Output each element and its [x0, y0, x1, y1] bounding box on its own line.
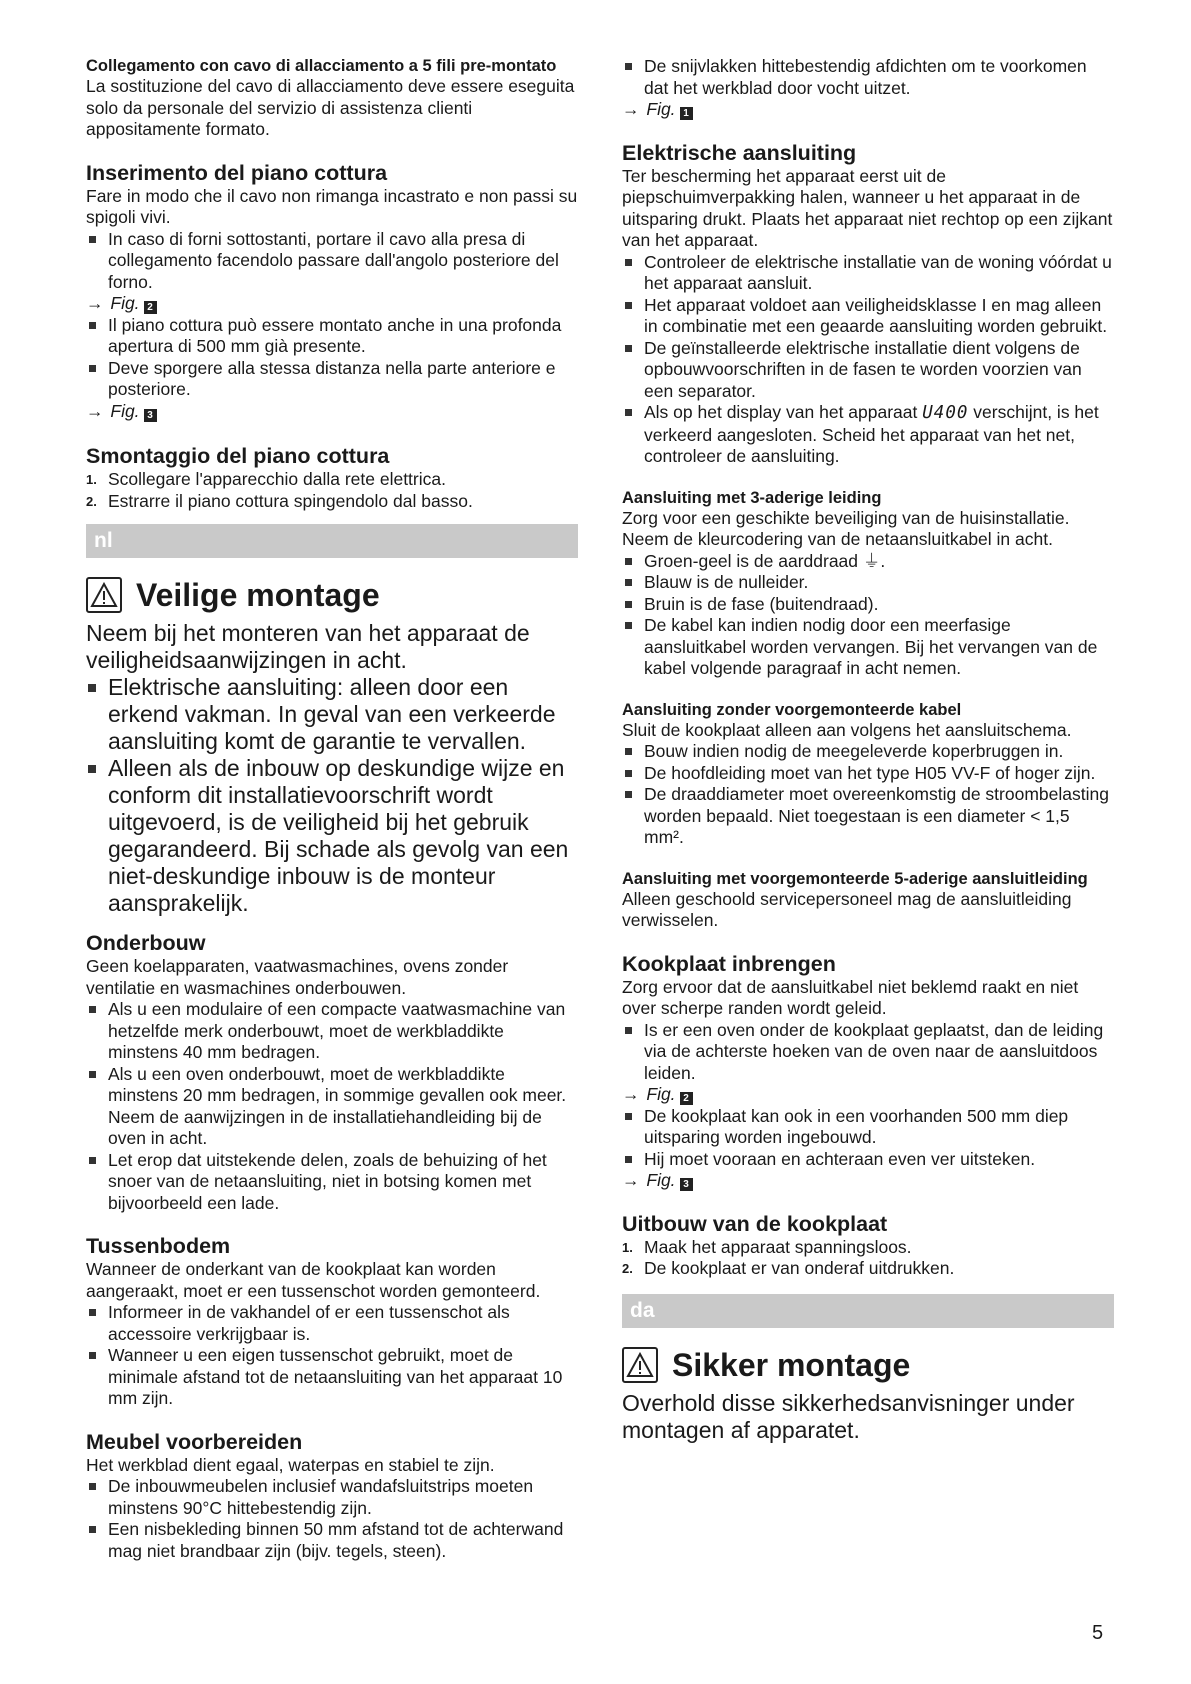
- section-heading: Aansluiting zonder voorgemonteerde kabel: [622, 700, 962, 719]
- list-item: Een nisbekleding binnen 50 mm afstand tot de achterwand mag niet brandbaar zijn (bijv. tegels, steen).: [86, 1519, 578, 1562]
- paragraph: Zorg ervoor dat de aansluitkabel niet beklemd raakt en niet over scherpe randen wordt geleid.: [622, 976, 1079, 1018]
- page-number: 5: [1092, 1622, 1104, 1644]
- list-item: De hoofdleiding moet van het type H05 VV-F of hoger zijn.: [622, 763, 1114, 785]
- list-item: Controleer de elektrische installatie van de woning vóórdat u het apparaat aansluit.: [622, 252, 1114, 295]
- section-heading: Elektrische aansluiting: [622, 140, 857, 165]
- bullet-list: [622, 1106, 1114, 1171]
- list-item: Als op het display van het apparaat U400 verschijnt, is het verkeerd aangesloten. Scheid het apparaat van het net, controleer de aansluiting.: [622, 402, 1114, 468]
- figure-number-badge: 3: [144, 409, 157, 422]
- list-item: Is er een oven onder de kookplaat geplaatst, dan de leiding via de achterste hoeken van de oven naar de aansluitdoos leiden.: [622, 1020, 1114, 1085]
- bullet-list: [622, 741, 1114, 849]
- paragraph: Geen koelapparaten, vaatwasmachines, ovens zonder ventilatie en wasmachines onderbouwen.: [86, 956, 509, 998]
- section-heading: Aansluiting met 3-aderige leiding: [622, 488, 882, 507]
- list-item: Elektrische aansluiting: alleen door een erkend vakman. In geval van een verkeerde aansluiting komt de garantie te vervallen.: [86, 674, 578, 755]
- bullet-list: [622, 56, 1114, 99]
- warning-icon: [622, 1347, 658, 1383]
- paragraph: Ter bescherming het apparaat eerst uit de piepschuimverpakking halen, wanneer u het apparaat in de uitsparing drukt. Plaats het apparaat niet rechtop op een zijkant van het apparaat.: [622, 165, 1113, 250]
- bullet-list: [86, 1476, 578, 1562]
- paragraph: Sluit de kookplaat alleen aan volgens het aansluitschema.: [622, 719, 1072, 740]
- paragraph: Wanneer de onderkant van de kookplaat kan worden aangeraakt, moet er een tussenschot worden gemonteerd.: [86, 1259, 541, 1301]
- bullet-list: [86, 229, 578, 294]
- paragraph: La sostituzione del cavo di allacciamento deve essere eseguita solo da personale del servizio di assistenza clienti appositamente formato.: [86, 76, 575, 139]
- main-heading: Veilige montage: [86, 576, 578, 614]
- arrow-right-icon: →: [86, 293, 104, 313]
- arrow-right-icon: →: [622, 1084, 640, 1104]
- right-column: [622, 56, 1114, 1444]
- list-item: Il piano cottura può essere montato anche in una profonda apertura di 500 mm già presente.: [86, 315, 578, 358]
- list-item: 1. Maak het apparaat spanningsloos.: [622, 1236, 912, 1257]
- main-heading: Sikker montage: [622, 1346, 1114, 1384]
- numbered-list: [622, 1237, 1114, 1280]
- list-item: Blauw is de nulleider.: [622, 572, 1114, 594]
- list-item: Alleen als de inbouw op deskundige wijze en conform dit installatievoorschrift wordt uitgevoerd, is de veiligheid bij het gebruik gegarandeerd. Bij schade als gevolg van een niet-deskundige inbouw is de monteur aansprakelijk.: [86, 755, 578, 917]
- list-item: De snijvlakken hittebestendig afdichten om te voorkomen dat het werkblad door vocht uitzet.: [622, 56, 1114, 99]
- language-bar-da: da: [622, 1294, 1114, 1328]
- section-heading: Smontaggio del piano cottura: [86, 444, 390, 468]
- list-item: 2. De kookplaat er van onderaf uitdrukken.: [622, 1258, 955, 1278]
- list-item: Bruin is de fase (buitendraad).: [622, 594, 1114, 616]
- list-item: Hij moet vooraan en achteraan even ver uitsteken.: [622, 1149, 1114, 1171]
- figure-reference: → Fig. 2: [86, 293, 578, 315]
- section-heading: Kookplaat inbrengen: [622, 951, 836, 976]
- paragraph: Zorg voor een geschikte beveiliging van de huisinstallatie.: [622, 507, 1070, 528]
- left-column: [86, 56, 578, 1562]
- section-heading: Tussenbodem: [86, 1234, 231, 1258]
- section-heading: Uitbouw van de kookplaat: [622, 1211, 888, 1236]
- bullet-list: [86, 1302, 578, 1410]
- figure-number-badge: 3: [680, 1178, 693, 1191]
- bullet-list: [622, 252, 1114, 468]
- bullet-list: [622, 1020, 1114, 1085]
- section-heading: Aansluiting met voorgemonteerde 5-aderige aansluitleiding: [622, 869, 1088, 888]
- bullet-list: [86, 674, 578, 917]
- arrow-right-icon: →: [622, 99, 640, 119]
- list-item: Als u een modulaire of een compacte vaatwasmachine van hetzelfde merk onderbouwt, moet de werkbladdikte minstens 40 mm bedragen.: [86, 999, 578, 1064]
- lead-paragraph: Neem bij het monteren van het apparaat de veiligheidsaanwijzingen in acht.: [86, 620, 530, 673]
- figure-reference: → Fig. 3: [86, 401, 578, 423]
- paragraph: Alleen geschoold servicepersoneel mag de aansluitleiding verwisselen.: [622, 888, 1072, 930]
- section-heading: Inserimento del piano cottura: [86, 160, 388, 185]
- paragraph: Fare in modo che il cavo non rimanga incastrato e non passi su spigoli vivi.: [86, 185, 578, 227]
- list-item: De draaddiameter moet overeenkomstig de stroombelasting worden bepaald. Niet toegestaan is een diameter < 1,5 mm².: [622, 784, 1114, 849]
- section-heading: Meubel voorbereiden: [86, 1429, 303, 1454]
- section-heading: Onderbouw: [86, 931, 206, 955]
- bullet-list: [622, 551, 1114, 680]
- list-item: 1. Scollegare l'apparecchio dalla rete elettrica.: [86, 469, 446, 489]
- list-item: De kookplaat kan ook in een voorhanden 500 mm diep uitsparing worden ingebouwd.: [622, 1106, 1114, 1149]
- list-item: Als u een oven onderbouwt, moet de werkbladdikte minstens 20 mm bedragen, in sommige gevallen ook meer. Neem de aanwijzingen in de installatiehandleiding bij de oven in acht.: [86, 1064, 578, 1150]
- list-item: Bouw indien nodig de meegeleverde koperbruggen in.: [622, 741, 1114, 763]
- lead-paragraph: Overhold disse sikkerhedsanvisninger under montagen af apparatet.: [622, 1389, 1075, 1443]
- bullet-list: [86, 999, 578, 1214]
- list-item: In caso di forni sottostanti, portare il cavo alla presa di collegamento facendolo passare dall'angolo posteriore del forno.: [86, 229, 578, 294]
- list-item: Wanneer u een eigen tussenschot gebruikt, moet de minimale afstand tot de netaansluiting van het apparaat 10 mm zijn.: [86, 1345, 578, 1410]
- figure-reference: → Fig. 3: [622, 1170, 1114, 1192]
- list-item: De geïnstalleerde elektrische installatie dient volgens de opbouwvoorschriften in de fasen te worden voorzien van een separator.: [622, 338, 1114, 403]
- figure-number-badge: 2: [680, 1092, 693, 1105]
- arrow-right-icon: →: [86, 400, 104, 421]
- list-item: Let erop dat uitstekende delen, zoals de behuizing of het snoer van de netaansluiting, niet in botsing komen met bijvoorbeeld een lade.: [86, 1150, 578, 1215]
- language-bar-nl: nl: [86, 524, 578, 558]
- list-item: De inbouwmeubelen inclusief wandafsluitstrips moeten minstens 90°C hittebestendig zijn.: [86, 1476, 578, 1519]
- list-item: Informeer in de vakhandel of er een tussenschot als accessoire verkrijgbaar is.: [86, 1302, 578, 1345]
- list-item: Het apparaat voldoet aan veiligheidsklasse I en mag alleen in combinatie met een geaarde aansluiting worden gebruikt.: [622, 295, 1114, 338]
- list-item: De kabel kan indien nodig door een meerfasige aansluitkabel worden vervangen. Bij het vervangen van de kabel volgende paragraaf in acht nemen.: [622, 615, 1114, 680]
- numbered-list: [86, 469, 578, 512]
- figure-number-badge: 1: [680, 107, 693, 120]
- paragraph: Het werkblad dient egaal, waterpas en stabiel te zijn.: [86, 1454, 495, 1475]
- list-item: Groen-geel is de aarddraad ⏚.: [622, 551, 1114, 573]
- list-item: 2. Estrarre il piano cottura spingendolo dal basso.: [86, 490, 473, 511]
- section-heading: Collegamento con cavo di allacciamento a 5 fili pre-montato: [86, 57, 557, 75]
- display-code: U400: [922, 403, 969, 423]
- figure-reference: → Fig. 1: [622, 99, 1114, 121]
- paragraph: Neem de kleurcodering van de netaansluitkabel in acht.: [622, 529, 1053, 549]
- arrow-right-icon: →: [622, 1170, 640, 1190]
- bullet-list: [86, 315, 578, 401]
- figure-number-badge: 2: [144, 301, 157, 314]
- figure-reference: → Fig. 2: [622, 1084, 1114, 1106]
- list-item: Deve sporgere alla stessa distanza nella parte anteriore e posteriore.: [86, 358, 578, 401]
- warning-icon: [86, 577, 122, 613]
